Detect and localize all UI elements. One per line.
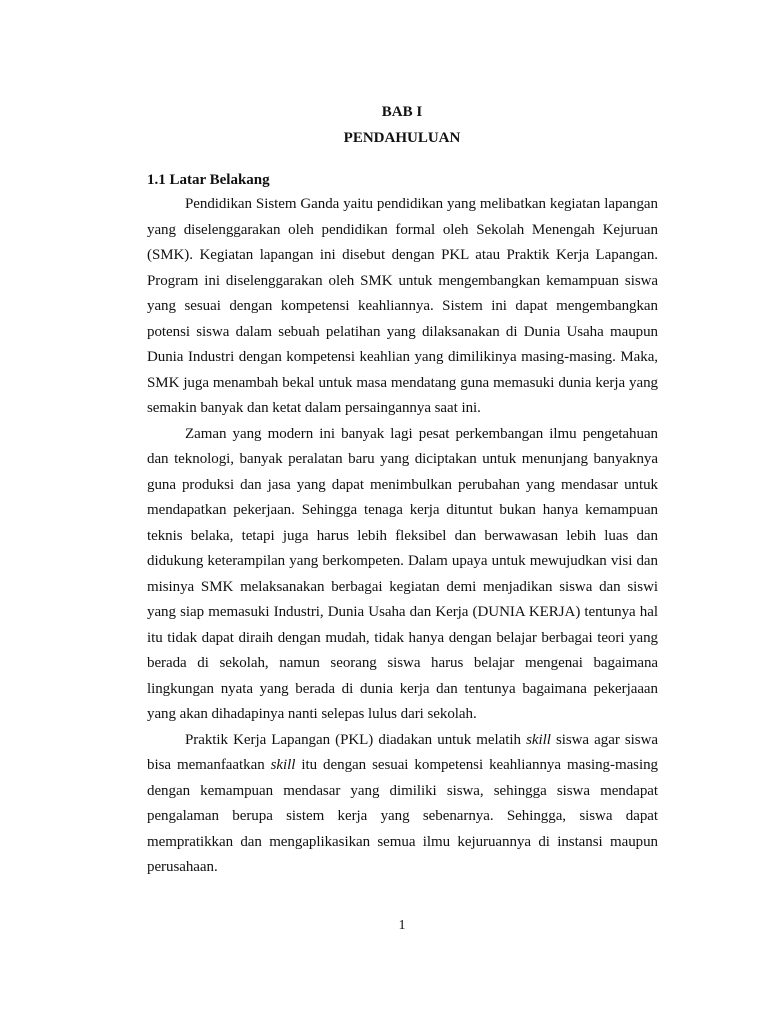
chapter-number: BAB I [381,104,423,120]
page-number: 1 [398,918,406,933]
paragraph-3-text-part-1: Praktik Kerja Lapangan (PKL) diadakan untuk melatih [185,731,527,748]
body-text [147,192,658,881]
paragraph-3-text-part-3: itu dengan sesuai kompetensi keahliannya masing-masing dengan kemampuan mendasar yang dimiliki siswa, sehingga siswa mendapat pengalaman berupa sistem kerja yang sebenarnya. Sehingga, siswa dapat mempratikkan dan mengaplikasikan semua ilmu kejuruannya di instansi maupun perusahaan. [147,757,658,875]
italic-term-skill: skill [526,731,551,748]
paragraph-3 [147,728,658,881]
paragraph-1: Pendidikan Sistem Ganda yaitu pendidikan yang melibatkan kegiatan lapangan yang diselenggarakan oleh pendidikan formal oleh Sekolah Menengah Kejuruan (SMK). Kegiatan lapangan ini disebut dengan PKL atau Praktik Kerja Lapangan. Program ini diselenggarakan oleh SMK untuk mengembangkan kemampuan siswa yang sesuai dengan kompetensi keahliannya. Sistem ini dapat mengembangkan potensi siswa dalam sebuah pelatihan yang dilaksanakan di Dunia Usaha maupun Dunia Industri dengan kompetensi keahlian yang dimilikinya masing-masing. Maka, SMK juga menambah bekal untuk masa mendatang guna memasuki dunia kerja yang semakin banyak dan ketat dalam persaingannya saat ini. [147,196,658,416]
paragraph-2: Zaman yang modern ini banyak lagi pesat perkembangan ilmu pengetahuan dan teknologi, banyak peralatan baru yang diciptakan untuk menunjang banyaknya guna produksi dan jasa yang dapat menimbulkan perubahan yang mendasar untuk mendapatkan pekerjaan. Sehingga tenaga kerja dituntut bukan hanya kemampuan teknis belaka, tetapi juga harus lebih fleksibel dan berwawasan lebih luas dan didukung keterampilan yang berkompeten. Dalam upaya untuk mewujudkan visi dan misinya SMK melaksanakan berbagai kegiatan demi menjadikan siswa dan siswi yang siap memasuki Industri, Dunia Usaha dan Kerja (DUNIA KERJA) tentunya hal itu tidak dapat diraih dengan mudah, tidak hanya dengan belajar berbagai teori yang berada di sekolah, namun seorang siswa harus belajar mengenai bagaimana lingkungan nyata yang berada di dunia kerja dan tentunya bagaimana pekerjaaan yang akan dihadapinya nanti selepas lulus dari sekolah. [147,425,658,722]
chapter-title: PENDAHULUAN [343,130,461,146]
section-title: 1.1 Latar Belakang [147,172,270,188]
paragraph-3-text-part-2: siswa agar siswa bisa memanfaatkan [147,731,658,773]
italic-term-skill: skill [270,757,296,773]
